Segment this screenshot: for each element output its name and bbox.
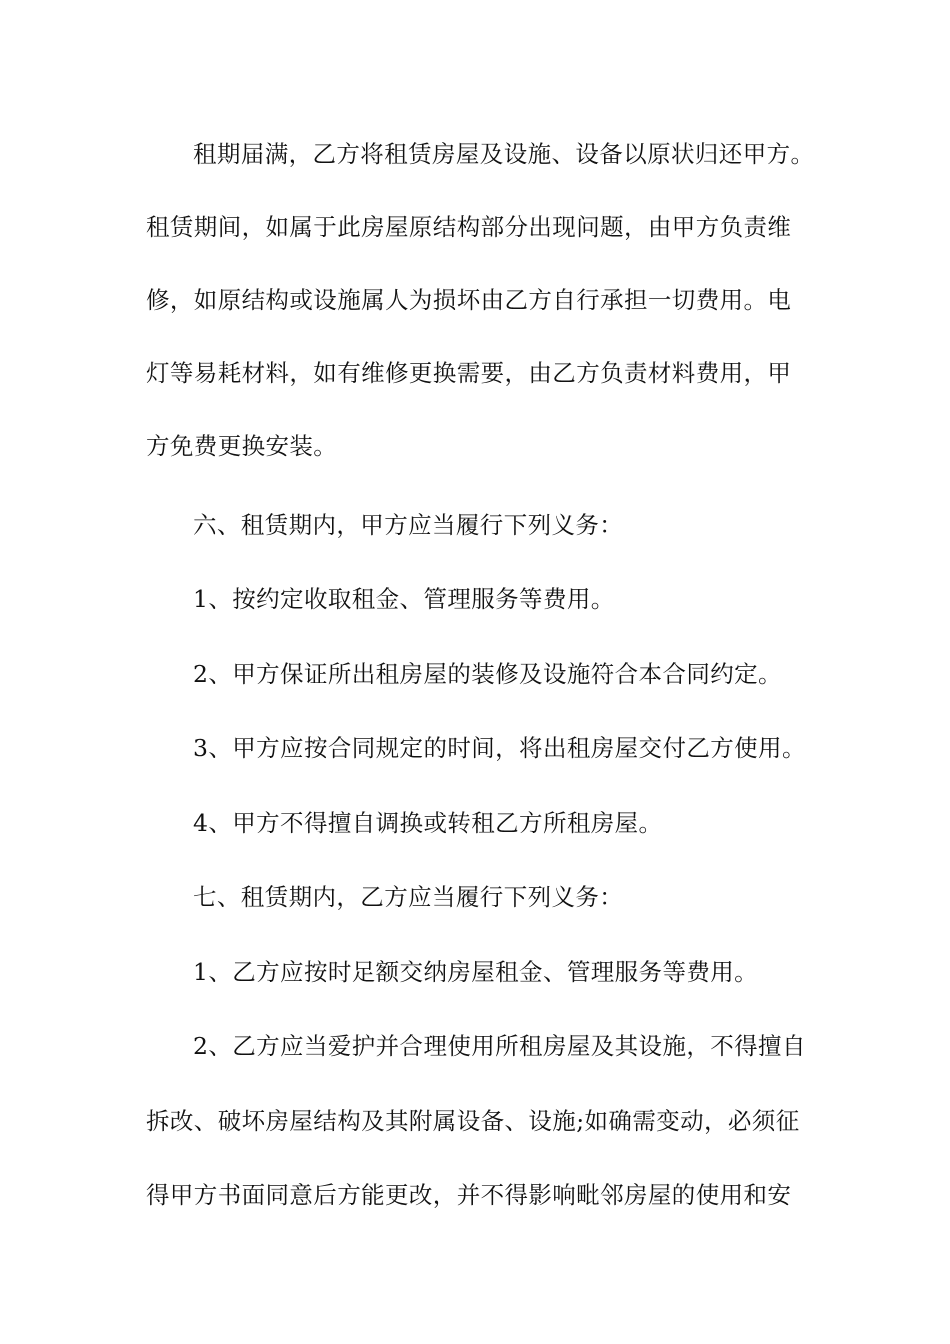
section-heading: 六、租赁期内，甲方应当履行下列义务： — [193, 511, 624, 539]
paragraph-line: 修，如原结构或设施属人为损坏由乙方自行承担一切费用。电 — [146, 286, 792, 314]
list-item: 2、乙方应当爱护并合理使用所租房屋及其设施，不得擅自 — [193, 1032, 806, 1060]
list-item: 1、乙方应按时足额交纳房屋租金、管理服务等费用。 — [193, 958, 759, 986]
list-item: 3、甲方应按合同规定的时间，将出租房屋交付乙方使用。 — [193, 734, 806, 762]
section-heading: 七、租赁期内，乙方应当履行下列义务： — [193, 883, 624, 911]
paragraph-line: 拆改、破坏房屋结构及其附属设备、设施;如确需变动，必须征 — [146, 1107, 800, 1135]
paragraph-line: 租赁期间，如属于此房屋原结构部分出现问题，由甲方负责维 — [146, 213, 792, 241]
paragraph-line: 方免费更换安装。 — [146, 432, 338, 460]
list-item: 4、甲方不得擅自调换或转租乙方所租房屋。 — [193, 809, 663, 837]
paragraph-line: 得甲方书面同意后方能更改，并不得影响毗邻房屋的使用和安 — [146, 1181, 792, 1209]
paragraph-line: 灯等易耗材料，如有维修更换需要，由乙方负责材料费用，甲 — [146, 359, 792, 387]
paragraph-line: 租期届满，乙方将租赁房屋及设施、设备以原状归还甲方。 — [193, 140, 815, 168]
list-item: 2、甲方保证所出租房屋的装修及设施符合本合同约定。 — [193, 660, 782, 688]
list-item: 1、按约定收取租金、管理服务等费用。 — [193, 585, 615, 613]
